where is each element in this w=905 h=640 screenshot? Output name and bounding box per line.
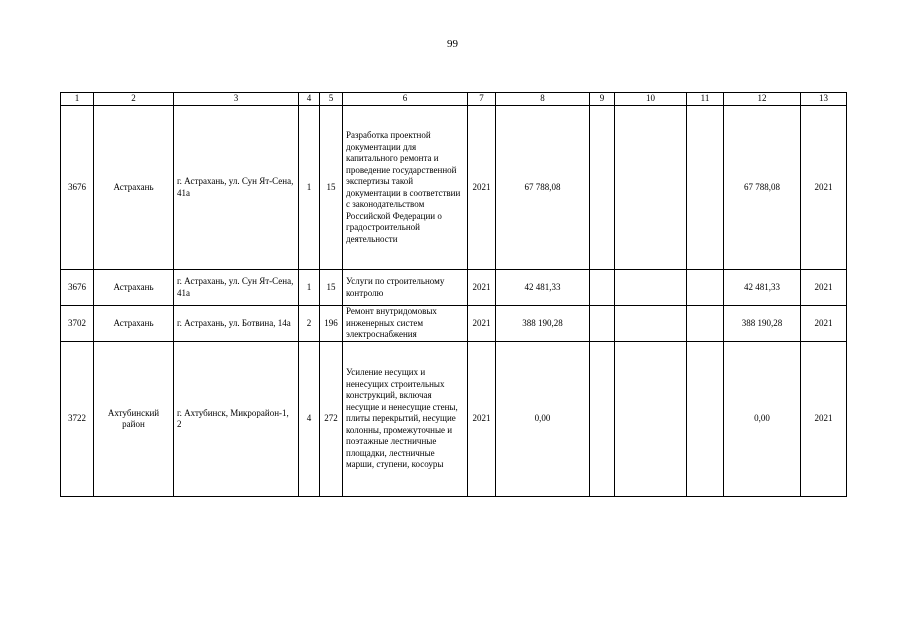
cell-year: 2021 <box>468 342 496 497</box>
cell-id: 3702 <box>61 306 94 342</box>
cell-id: 3722 <box>61 342 94 497</box>
cell-year: 2021 <box>468 306 496 342</box>
header-cell: 2 <box>94 93 174 106</box>
header-cell: 9 <box>590 93 615 106</box>
cell-address: г. Астрахань, ул. Сун Ят-Сена, 41а <box>174 270 299 306</box>
page-number: 99 <box>447 38 458 50</box>
cell-col10 <box>615 342 687 497</box>
cell-col10 <box>615 270 687 306</box>
cell-total: 0,00 <box>496 342 590 497</box>
cell-col9 <box>590 106 615 270</box>
cell-col11 <box>687 306 724 342</box>
cell-id: 3676 <box>61 270 94 306</box>
cell-municipality: Астрахань <box>94 106 174 270</box>
cell-col12: 67 788,08 <box>724 106 801 270</box>
cell-col13: 2021 <box>801 270 847 306</box>
cell-col13: 2021 <box>801 306 847 342</box>
cell-municipality: Ахтубинский район <box>94 342 174 497</box>
table-row <box>61 306 847 342</box>
cell-col4: 2 <box>299 306 320 342</box>
cell-col11 <box>687 270 724 306</box>
cell-col12: 0,00 <box>724 342 801 497</box>
cell-id: 3676 <box>61 106 94 270</box>
table-row <box>61 106 847 270</box>
header-cell: 4 <box>299 93 320 106</box>
cell-col12: 42 481,33 <box>724 270 801 306</box>
cell-col13: 2021 <box>801 342 847 497</box>
cell-year: 2021 <box>468 270 496 306</box>
header-cell: 7 <box>468 93 496 106</box>
cell-address: г. Астрахань, ул. Ботвина, 14а <box>174 306 299 342</box>
cell-address: г. Ахтубинск, Микрорайон-1, 2 <box>174 342 299 497</box>
header-cell: 1 <box>61 93 94 106</box>
header-cell: 10 <box>615 93 687 106</box>
cell-municipality: Астрахань <box>94 270 174 306</box>
table-header-row <box>61 93 847 106</box>
cell-year: 2021 <box>468 106 496 270</box>
header-cell: 5 <box>320 93 343 106</box>
cell-col10 <box>615 306 687 342</box>
header-cell: 12 <box>724 93 801 106</box>
table-row <box>61 270 847 306</box>
header-cell: 13 <box>801 93 847 106</box>
cell-work-type: Услуги по строительному контролю <box>343 270 468 306</box>
works-table <box>60 92 847 497</box>
cell-col10 <box>615 106 687 270</box>
cell-col5: 196 <box>320 306 343 342</box>
cell-col9 <box>590 306 615 342</box>
header-cell: 11 <box>687 93 724 106</box>
cell-col11 <box>687 106 724 270</box>
cell-col4: 1 <box>299 270 320 306</box>
cell-total: 42 481,33 <box>496 270 590 306</box>
cell-work-type: Ремонт внутридомовых инженерных систем электроснабжения <box>343 306 468 342</box>
cell-col5: 15 <box>320 270 343 306</box>
header-cell: 6 <box>343 93 468 106</box>
cell-col4: 1 <box>299 106 320 270</box>
cell-work-type: Усиление несущих и ненесущих строительных конструкций, включая несущие и ненесущие стены, плиты перекрытий, несущие колонны, промежуточные и поэтажные лестничные площадки, лестничные марши, ступени, косоуры <box>343 342 468 497</box>
cell-address: г. Астрахань, ул. Сун Ят-Сена, 41а <box>174 106 299 270</box>
cell-col11 <box>687 342 724 497</box>
cell-total: 67 788,08 <box>496 106 590 270</box>
cell-work-type: Разработка проектной документации для капитального ремонта и проведение государственной экспертизы такой документации в соответствии с законодательством Российской Федерации о градостроительной деятельности <box>343 106 468 270</box>
cell-total: 388 190,28 <box>496 306 590 342</box>
header-cell: 3 <box>174 93 299 106</box>
cell-col5: 272 <box>320 342 343 497</box>
cell-col4: 4 <box>299 342 320 497</box>
cell-municipality: Астрахань <box>94 306 174 342</box>
table-row <box>61 342 847 497</box>
cell-col13: 2021 <box>801 106 847 270</box>
header-cell: 8 <box>496 93 590 106</box>
cell-col9 <box>590 270 615 306</box>
cell-col12: 388 190,28 <box>724 306 801 342</box>
cell-col9 <box>590 342 615 497</box>
cell-col5: 15 <box>320 106 343 270</box>
